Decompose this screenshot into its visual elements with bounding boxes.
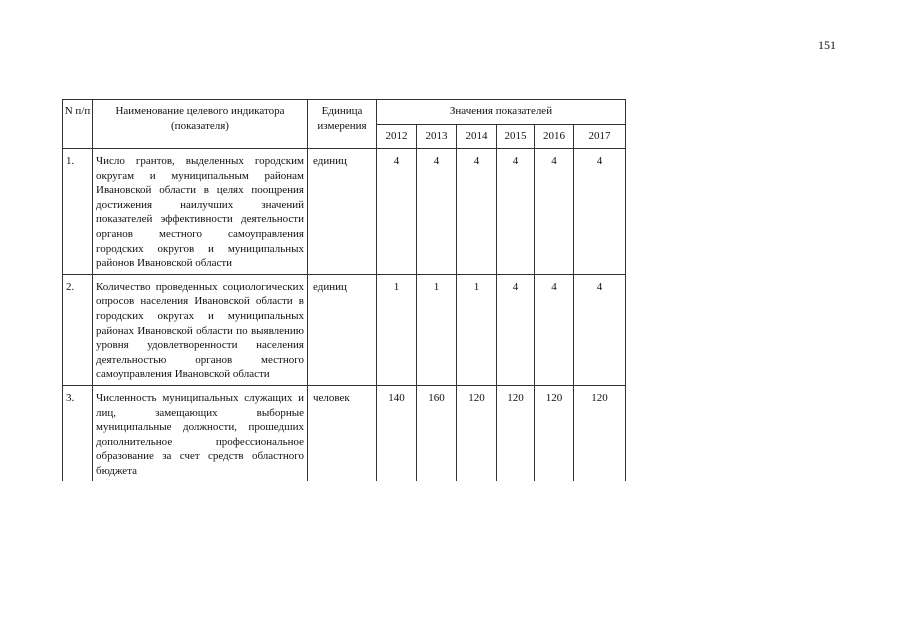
value-2017: 4 [574,149,626,275]
row-number: 2. [63,274,93,385]
value-2017: 4 [574,274,626,385]
header-number: N п/п [63,100,93,149]
year-2012: 2012 [377,125,417,149]
page-number: 151 [818,38,836,52]
header-row [63,100,626,125]
unit: единиц [308,274,377,385]
table-row [63,385,626,481]
value-2016: 4 [535,274,574,385]
year-2016: 2016 [535,125,574,149]
year-2015: 2015 [497,125,535,149]
value-2015: 4 [497,149,535,275]
value-2014: 120 [457,385,497,481]
table-row [63,149,626,275]
value-2016: 4 [535,149,574,275]
row-number: 3. [63,385,93,481]
value-2017: 120 [574,385,626,481]
value-2014: 4 [457,149,497,275]
year-2017: 2017 [574,125,626,149]
value-2015: 4 [497,274,535,385]
value-2012: 1 [377,274,417,385]
value-2014: 1 [457,274,497,385]
value-2013: 1 [417,274,457,385]
indicator-name: Численность муниципальных служащих и лиц, замещающих выборные муниципальные должности, прошедших дополнительное профессиональное образование за счет средств областного бюджета [93,385,308,481]
value-2012: 4 [377,149,417,275]
row-number: 1. [63,149,93,275]
year-2014: 2014 [457,125,497,149]
value-2013: 4 [417,149,457,275]
unit: человек [308,385,377,481]
header-values: Значения показателей [377,100,626,125]
value-2013: 160 [417,385,457,481]
year-2013: 2013 [417,125,457,149]
header-indicator-name: Наименование целевого индикатора (показателя) [93,100,308,149]
unit: единиц [308,149,377,275]
indicators-table [62,99,626,481]
indicator-name: Количество проведенных социологических опросов населения Ивановской области в городских округах и муниципальных районах Ивановской области по выявлению уровня удовлетворенности населения деятельностью органов местного самоуправления Ивановской области [93,274,308,385]
indicator-name: Число грантов, выделенных городским округам и муниципальным районам Ивановской области в целях поощрения достижения наилучших значений показателей эффективности деятельности органов местного самоуправления городских округов и муниципальных районов Ивановской области [93,149,308,275]
table-row [63,274,626,385]
value-2015: 120 [497,385,535,481]
value-2016: 120 [535,385,574,481]
value-2012: 140 [377,385,417,481]
header-unit: Единица измерения [308,100,377,149]
